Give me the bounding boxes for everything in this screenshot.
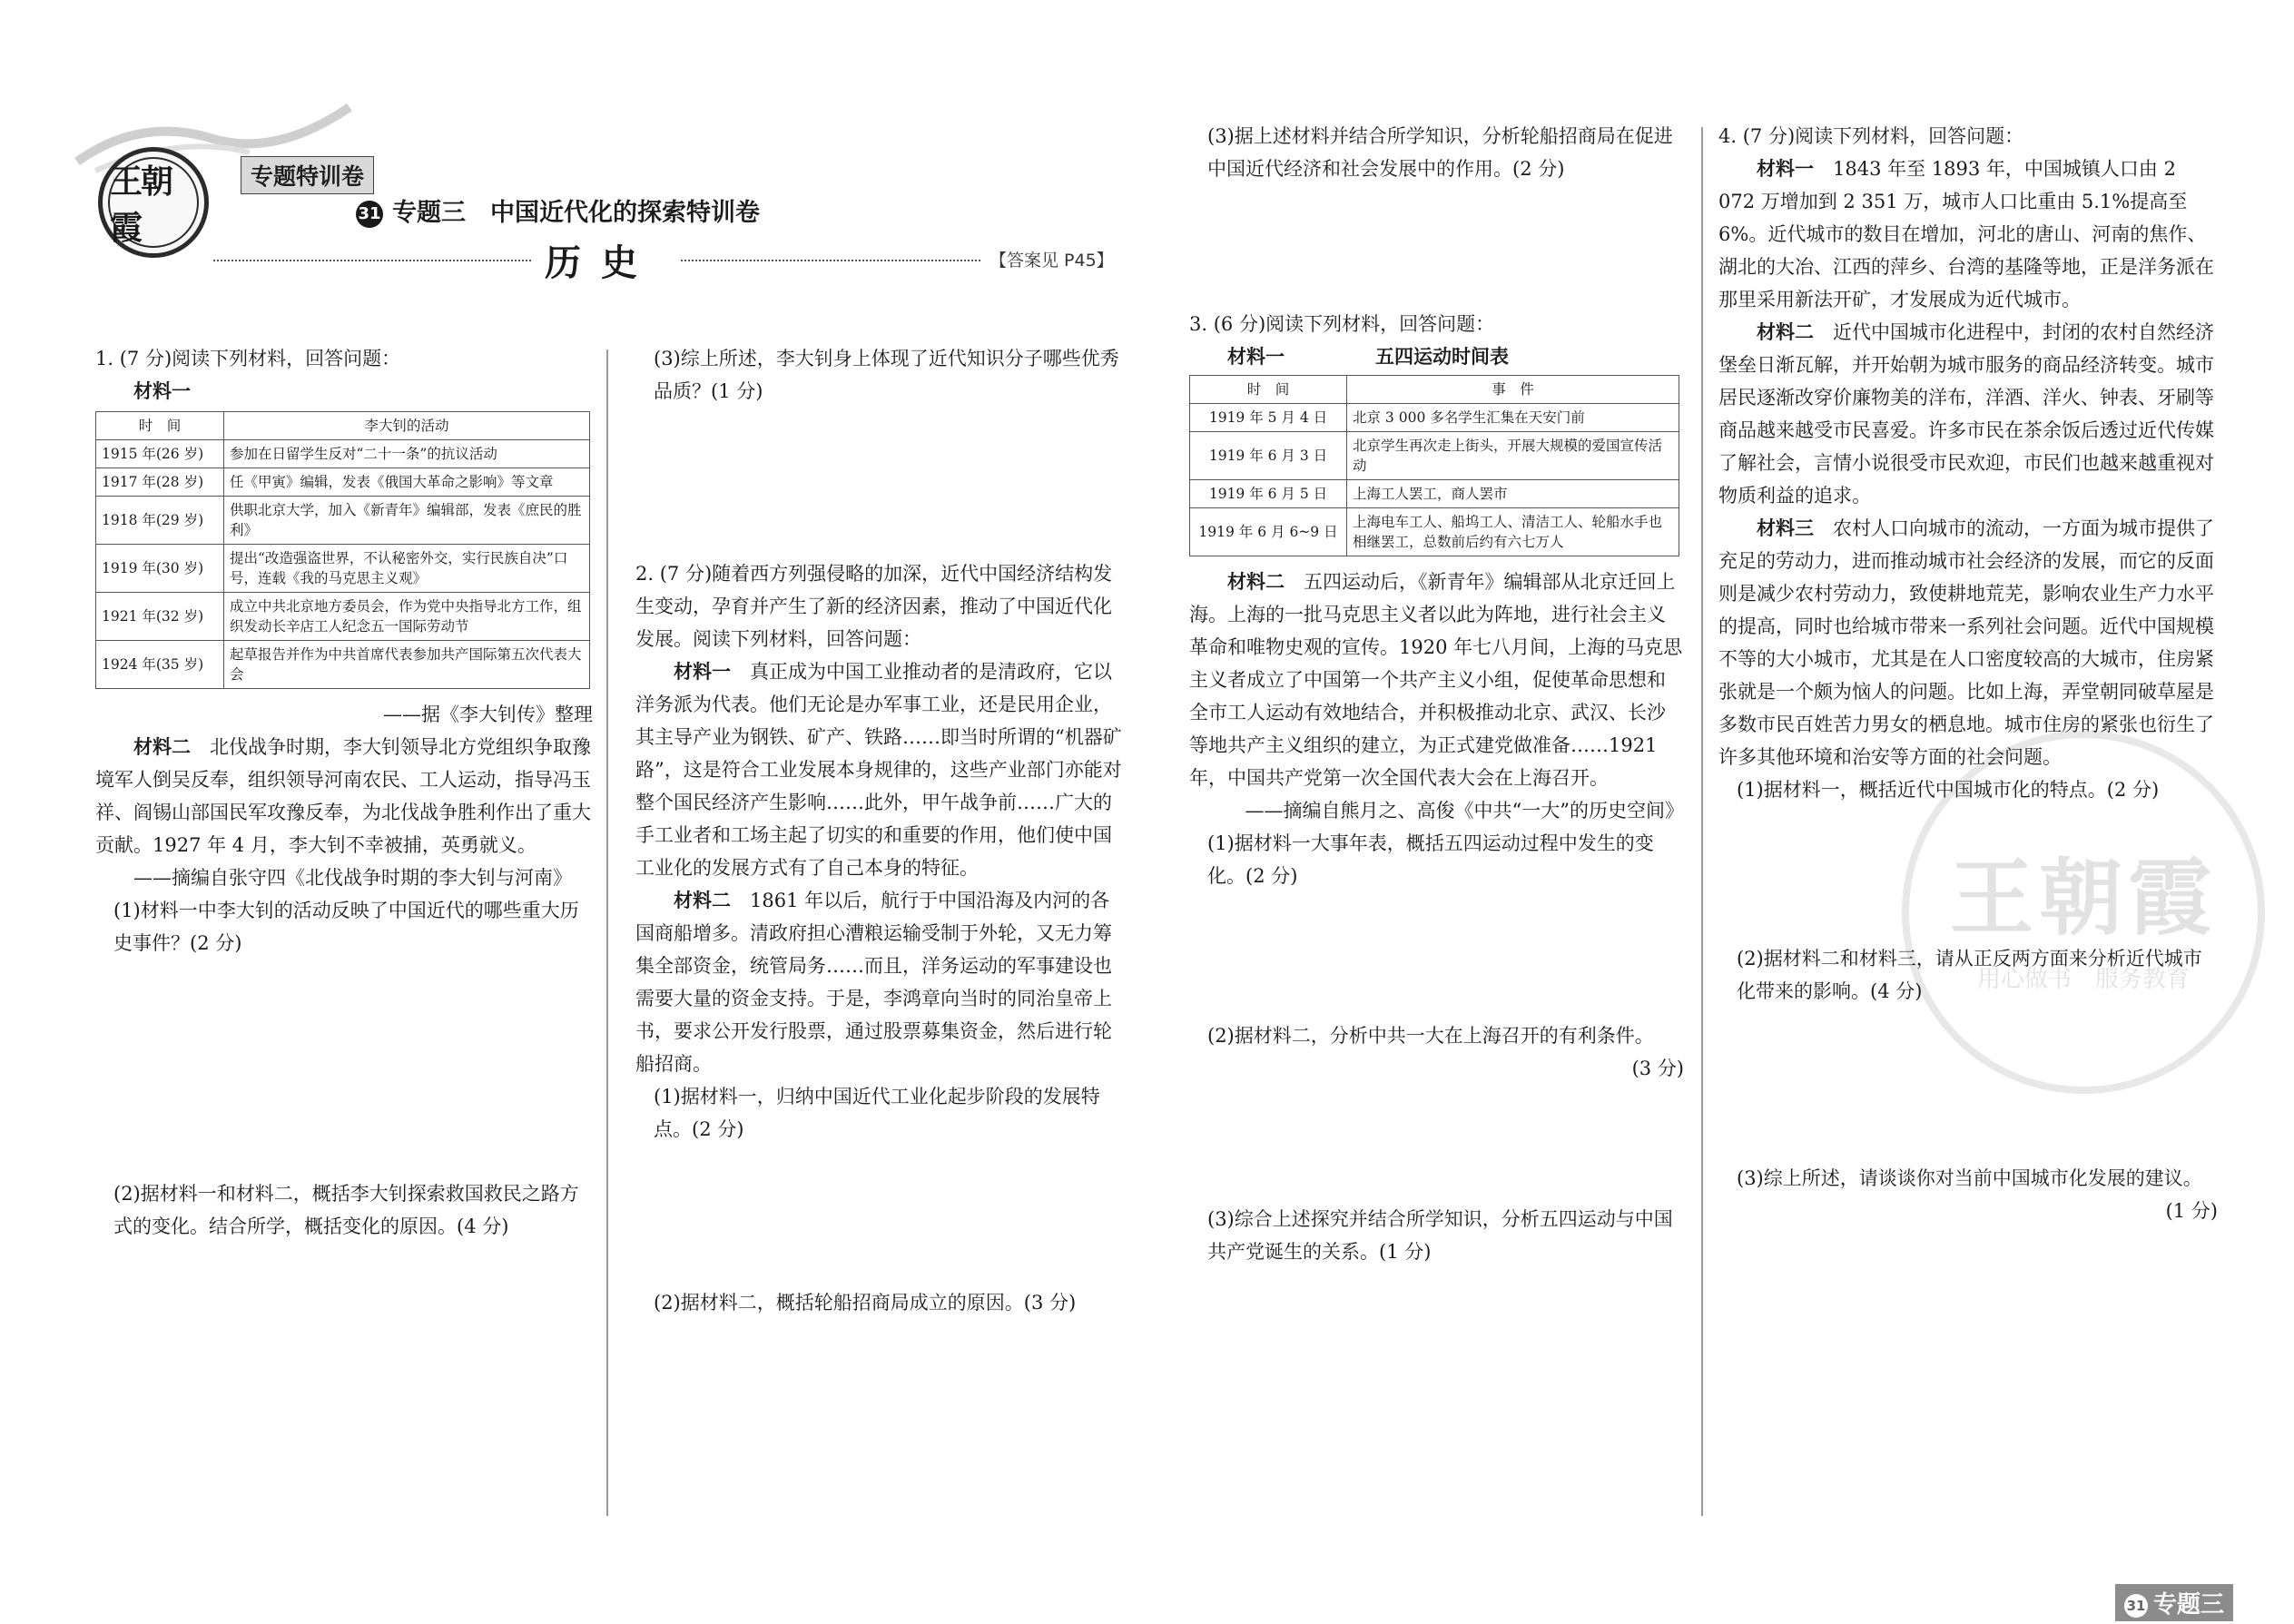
column-divider-1 [606,349,608,1516]
q1-material1-label: 材料一 [133,379,191,402]
q2-sub2: (2)据材料二，概括轮船招商局成立的原因。(3 分) [654,1292,1077,1314]
table-row [1190,432,1679,480]
footer-label: 专题三 [2153,1591,2225,1619]
q2-material1 [635,655,1126,884]
q3-sub3: (3)综合上述探究并结合所学知识，分析五四运动与中国共产党诞生的关系。(1 分) [1207,1208,1673,1263]
divider-left [213,260,531,261]
q2-stem: 2. (7 分)随着西方列强侵略的加深，近代中国经济结构发生变动，孕育并产生了新的经济因素，推动了中国近代化发展。阅读下列材料，回答问题： [635,563,1113,650]
q4-material1-text: 1843 年至 1893 年，中国城镇人口由 2 072 万增加到 2 351 万，城市人口比重由 5.1%提高至 6%。近代城市的数目在增加，河北的唐山、河南的焦作、湖北的大冶、江西的萍乡、台湾的基隆等地，正是洋务派在那里采用新法开矿，才发展成为近代城市。 [1718,158,2214,310]
table-cell: 1919 年 6 月 3 日 [1190,432,1347,480]
q4-material3-label: 材料三 [1757,517,1814,539]
watermark-slogan: 用心做书 服务教育 [1976,965,2190,993]
table-cell: 参加在日留学生反对“二十一条”的抗议活动 [224,440,590,468]
q1-table [95,411,590,689]
table-cell: 上海工人罢工，商人罢市 [1347,480,1679,508]
q3-source: ——摘编自熊月之、高俊《中共“一大”的历史空间》 [1245,800,1684,822]
table-cell: 1919 年 6 月 5 日 [1190,480,1347,508]
table-cell: 供职北京大学，加入《新青年》编辑部，发表《庶民的胜利》 [224,497,590,545]
q3-sub2: (2)据材料二，分析中共一大在上海召开的有利条件。 [1207,1025,1654,1047]
question-4 [1718,120,2218,1227]
logo-text: 王朝霞 [108,157,199,248]
q4-stem: 4. (7 分)阅读下列材料，回答问题： [1718,125,2024,147]
table-cell: 1917 年(28 岁) [96,468,224,497]
q3-material2-text: 五四运动后，《新青年》编辑部从北京迁回上海。上海的一批马克思主义者以此为阵地，进行社会主义革命和唯物史观的宣传。1920 年七八月间，上海的马克思主义者成立了中国第一个共产主义小组，促使革命思想和全市工人运动有效地结合，并积极推动北京、武汉、长沙等地共产主义组织的建立，为正式建党做准备……1921 年，中国共产党第一次全国代表大会在上海召开。 [1189,571,1683,789]
brand-logo [98,147,209,258]
q3-sub1: (1)据材料一大事年表，概括五四运动过程中发生的变化。(2 分) [1207,832,1654,887]
table-row [1190,404,1679,432]
subject-title: 历史 [545,242,657,284]
table-cell: 1921 年(32 岁) [96,593,224,641]
q2-material2-label: 材料二 [674,889,731,911]
table-row [96,545,590,593]
table-cell: 北京 3 000 多名学生汇集在天安门前 [1347,404,1679,432]
column-3 [1189,120,1684,1268]
table-row [1190,480,1679,508]
table-row [96,497,590,545]
watermark-name: 王朝霞 [1949,848,2217,947]
q4-material3-text: 农村人口向城市的流动，一方面为城市提供了充足的劳动力，进而推动城市社会经济的发展，而它的反面则是减少农村劳动力，致使耕地荒芜，影响农业生产力水平的提高，同时也给城市带来一系列社会问题。近代中国规模不等的大小城市，尤其是在人口密度较高的大城市，住房紧张就是一个颇为恼人的问题。比如上海，弄堂朝同破草屋是多数市民百姓苦力男女的栖息地。城市住房的紧张也衍生了许多其他环境和治安等方面的社会问题。 [1718,517,2214,768]
table-row [96,440,590,468]
q3-table [1189,375,1679,556]
q2-sub1: (1)据材料一，归纳中国近代工业化起步阶段的发展特点。(2 分) [654,1086,1100,1140]
table-cell: 1915 年(26 岁) [96,440,224,468]
q2-sub3: (3)据上述材料并结合所学知识，分析轮船招商局在促进中国近代经济和社会发展中的作用。(2 分) [1207,125,1673,180]
q3-material2 [1189,566,1684,794]
table-row [96,468,590,497]
q1-sub3: (3)综上所述，李大钊身上体现了近代知识分子哪些优秀品质？(1 分) [654,348,1119,402]
q3-sub2-score: (3 分) [1631,1058,1684,1079]
q2-material1-label: 材料一 [674,660,731,683]
q3-table-title: 五四运动时间表 [1375,345,1509,368]
q1-sub1: (1)材料一中李大钊的活动反映了中国近代的哪些重大历史事件？(2 分) [113,900,579,954]
q4-sub1: (1)据材料一，概括近代中国城市化的特点。(2 分) [1737,779,2160,801]
q2-material2-text: 1861 年以后，航行于中国沿海及内河的各国商船增多。清政府担心漕粮运输受制于外轮，又无力筹集全部资金，统管局务……而且，洋务运动的军事建设也需要大量的资金支持。于是，李鸿章向当时的同治皇帝上书，要求公开发行股票，通过股票募集资金，然后进行轮船招商。 [635,890,1112,1075]
q3-material2-label: 材料二 [1227,570,1285,593]
q4-sub3-score: (1 分) [2165,1200,2218,1222]
series-tag: 专题特训卷 [241,156,374,194]
table-row [96,641,590,689]
table-header: 时 间 [96,412,224,440]
q4-sub2: (2)据材料二和材料三，请从正反两方面来分析近代城市化带来的影响。(4 分) [1737,948,2202,1002]
q4-material1 [1718,153,2218,316]
q3-stem: 3. (6 分)阅读下列材料，回答问题： [1189,313,1495,335]
table-row [96,593,590,641]
table-row [1190,508,1679,556]
answer-reference: 【答案见 P45】 [989,251,1114,271]
question-1 [95,342,593,1243]
q3-material1-label: 材料一 [1227,345,1285,368]
q4-material3 [1718,512,2218,773]
q2-material1-text: 真正成为中国工业推动者的是清政府，它以洋务派为代表。他们无论是办军事工业，还是民用企业，其主导产业为钢铁、矿产、铁路……即当时所谓的“机器矿路”，这是符合工业发展本身规律的，这些产业部门亦能对整个国民经济产生影响……此外，甲午战争前……广大的手工业者和工场主起了切实的和重要的作用，他们使中国工业化的发展方式有了自己本身的特征。 [635,661,1122,879]
q1-source1: ——据《李大钊传》整理 [383,704,593,725]
q1-stem: 1. (7 分)阅读下列材料，回答问题： [95,348,401,369]
table-cell: 任《甲寅》编辑，发表《俄国大革命之影响》等文章 [224,468,590,497]
page-title-text: 专题三 中国近代化的探索特训卷 [392,199,760,227]
footer-badge: 31 [2124,1594,2148,1618]
divider-right [681,260,980,261]
table-cell: 成立中共北京地方委员会，作为党中央指导北方工作，组织发动长辛店工人纪念五一国际劳动节 [224,593,590,641]
badge-number: 31 [356,201,383,228]
table-header: 李大钊的活动 [224,412,590,440]
q2-material2 [635,884,1126,1080]
table-cell: 1919 年(30 岁) [96,545,224,593]
q4-material2-text: 近代中国城市化进程中，封闭的农村自然经济堡垒日渐瓦解，并开始朝为城市服务的商品经济转变。城市居民逐渐改穿价廉物美的洋布，洋酒、洋火、钟表、牙刷等商品越来越受市民喜爱。许多市民在茶余饭后透过近代传媒了解社会，言情小说很受市民欢迎，市民们也越来越重视对物质利益的追求。 [1718,321,2214,507]
table-cell: 1919 年 6 月 6~9 日 [1190,508,1347,556]
q4-material2 [1718,316,2218,512]
q3-material1-heading [1189,340,1684,373]
q4-material2-label: 材料二 [1757,320,1814,343]
q1-material2 [95,731,593,861]
table-cell: 1918 年(29 岁) [96,497,224,545]
table-cell: 1919 年 5 月 4 日 [1190,404,1347,432]
table-header: 事 件 [1347,376,1679,404]
column-divider-3 [1701,127,1703,1516]
q1-source2: ——摘编自张守四《北伐战争时期的李大钊与河南》 [133,867,572,889]
table-cell: 北京学生再次走上街头，开展大规模的爱国宣传活动 [1347,432,1679,480]
table-cell: 上海电车工人、船坞工人、清洁工人、轮船水手也相继罢工，总数前后约有六七万人 [1347,508,1679,556]
page-title [356,192,760,228]
table-header: 时 间 [1190,376,1347,404]
column-2 [635,342,1126,1319]
table-cell: 起草报告并作为中共首席代表参加共产国际第五次代表大会 [224,641,590,689]
q1-material2-label: 材料二 [133,735,191,758]
q4-material1-label: 材料一 [1757,157,1814,180]
table-cell: 1924 年(35 岁) [96,641,224,689]
page-footer [2115,1584,2233,1621]
q1-sub2: (2)据材料一和材料二，概括李大钊探索救国救民之路方式的变化。结合所学，概括变化的原因。(4 分) [113,1183,579,1237]
q4-sub3: (3)综上所述，请谈谈你对当前中国城市化发展的建议。 [1737,1167,2202,1189]
q1-material2-text: 北伐战争时期，李大钊领导北方党组织争取豫境军人倒吴反奉，组织领导河南农民、工人运动，指导冯玉祥、阎锡山部国民军攻豫反奉，为北伐战争胜利作出了重大贡献。1927 年 4 月，李大钊不幸被捕，英勇就义。 [95,736,591,856]
table-cell: 提出“改造强盗世界，不认秘密外交，实行民族自决”口号，连载《我的马克思主义观》 [224,545,590,593]
